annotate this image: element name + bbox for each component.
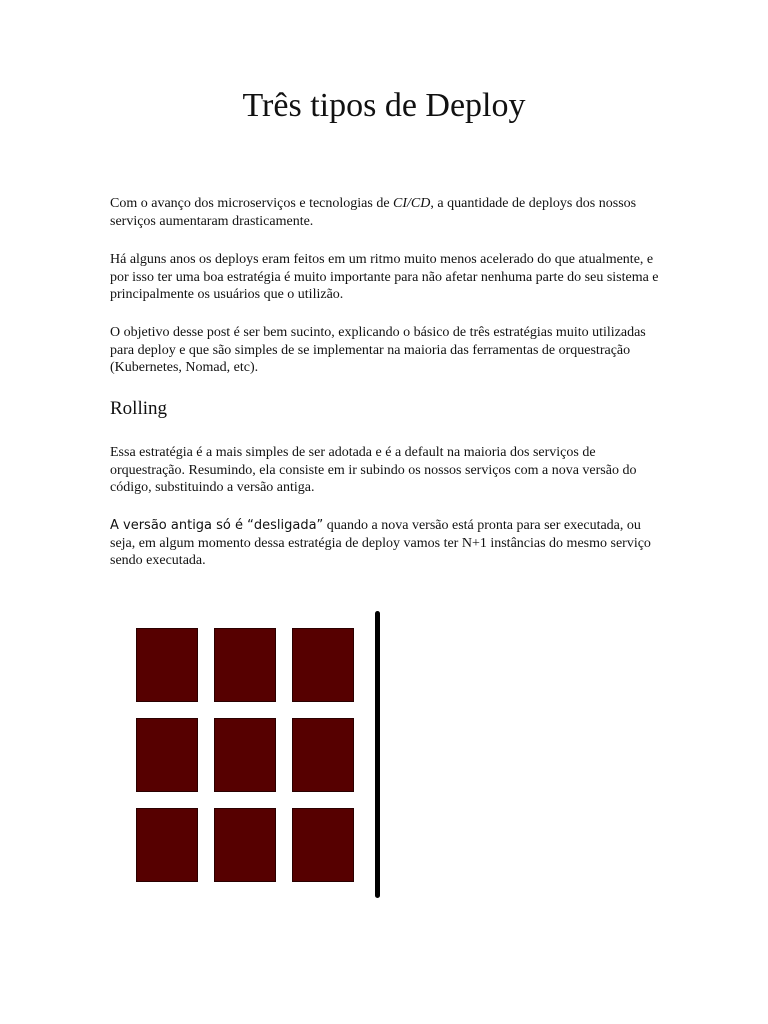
rolling-paragraph-2 <box>110 517 660 570</box>
instance-box <box>292 628 354 702</box>
instance-box <box>292 808 354 882</box>
instance-box <box>214 718 276 792</box>
intro-paragraph-3: O objetivo desse post é ser bem sucinto, explicando o básico de três estratégias muito utilizadas para deploy e que são simples de se implementar na maioria das ferramentas de orquestração (Kubernetes, Nomad, etc). <box>110 325 646 375</box>
instance-box <box>136 628 198 702</box>
instance-box <box>214 808 276 882</box>
intro-paragraph-1-start: Com o avanço dos microserviços e tecnologias de <box>110 196 394 211</box>
intro-paragraph-1-end: , a quantidade de deploys dos nossos serviços aumentaram drasticamente. <box>110 196 637 229</box>
intro-paragraph-2: Há alguns anos os deploys eram feitos em um ritmo muito menos acelerado do que atualmente, e por isso ter uma boa estratégia é muito importante para não afetar nenhuma parte do seu sistema e principalmente os usuários que o utilizão. <box>110 252 659 302</box>
instance-box <box>292 718 354 792</box>
rolling-paragraph-2-start: A versão antiga só é “desligada” <box>110 518 324 533</box>
rolling-paragraph-1: Essa estratégia é a mais simples de ser adotada e é a default na maioria dos serviços de orquestração. Resumindo, ela consiste em ir subindo os nossos serviços com a nova versão do código, substituindo a versão antiga. <box>110 445 637 495</box>
instance-box <box>136 718 198 792</box>
ci-cd-emphasis: CI/CD <box>393 196 431 211</box>
rolling-heading: Rolling <box>110 398 168 419</box>
instance-box <box>214 628 276 702</box>
instance-box <box>136 808 198 882</box>
deploy-divider-line <box>375 611 380 898</box>
page-title: Três tipos de Deploy <box>242 87 526 124</box>
rolling-paragraph-2-end: quando a nova versão está pronta para ser executada, ou seja, em algum momento dessa estratégia de deploy vamos ter N+1 instâncias do mesmo serviço sendo executada. <box>110 518 651 568</box>
intro-paragraph-1 <box>110 195 660 230</box>
